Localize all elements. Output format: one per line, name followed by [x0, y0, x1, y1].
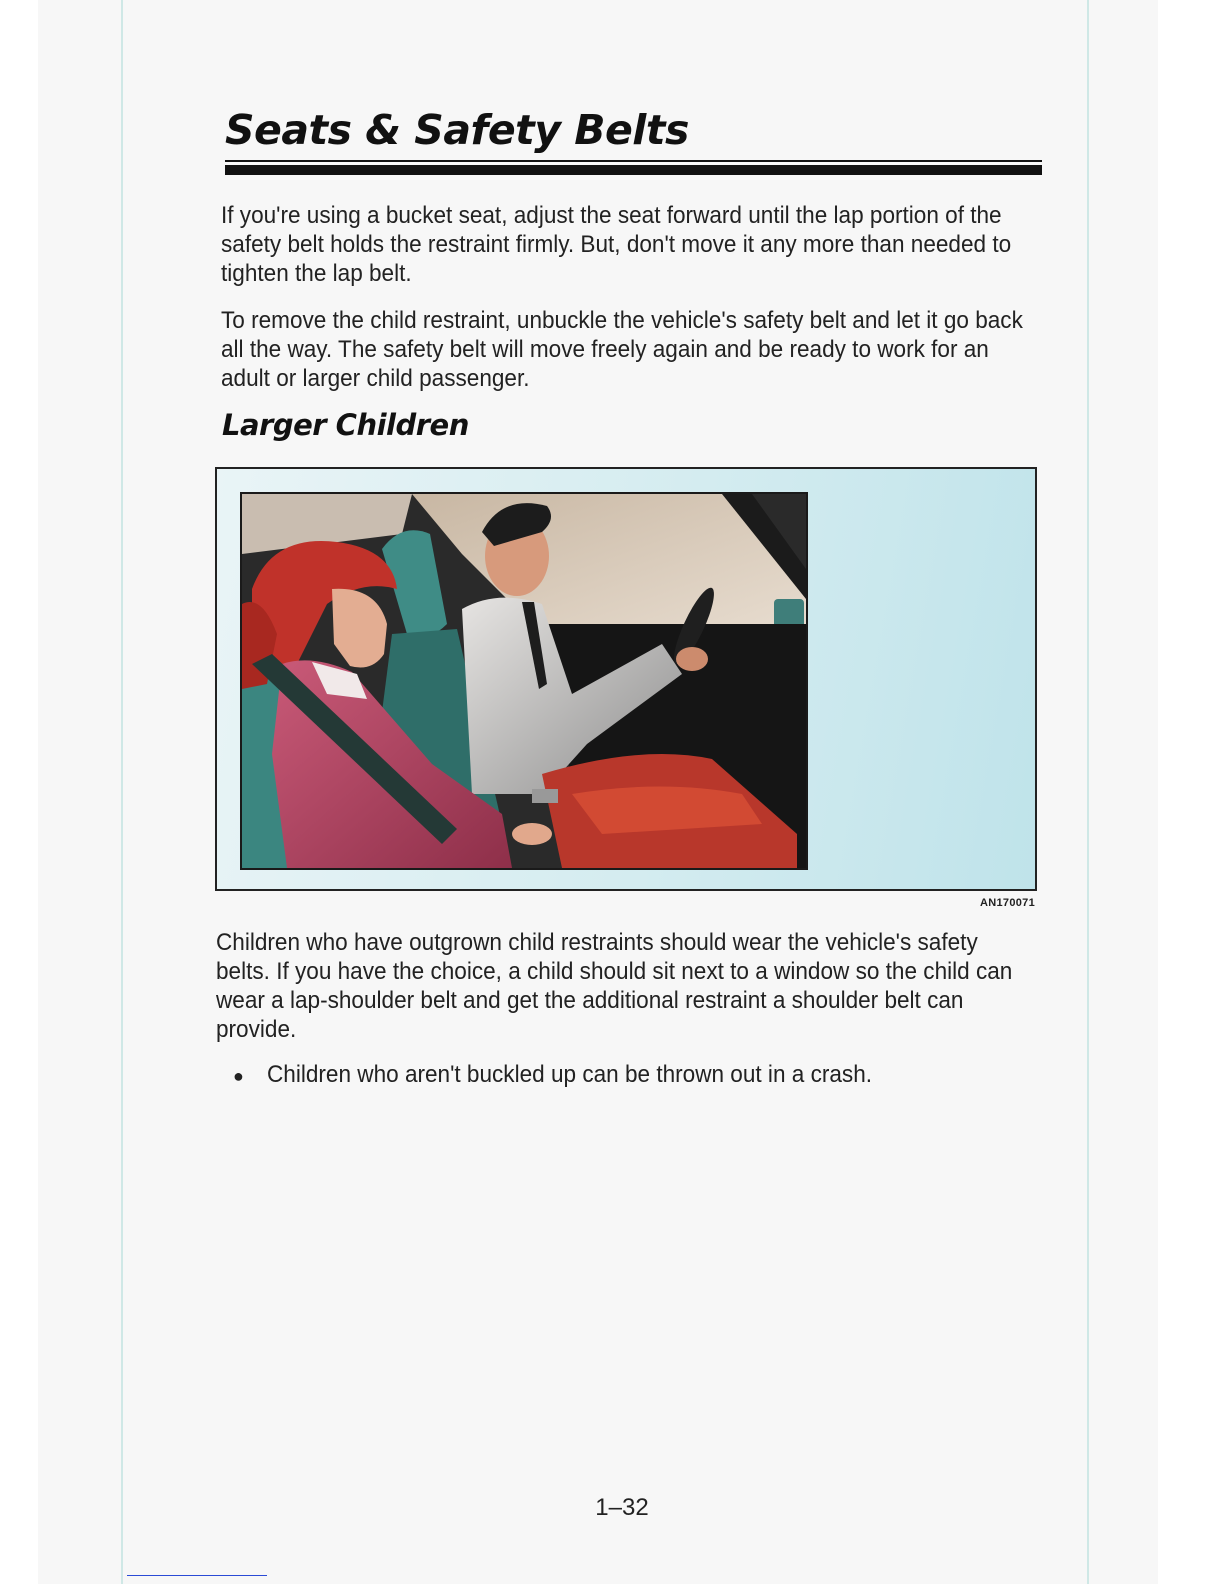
right-margin-rule	[1087, 0, 1089, 1584]
bullet-list	[233, 1060, 1053, 1091]
left-margin-rule	[121, 0, 123, 1584]
paragraph-bucket-seat: If you're using a bucket seat, adjust the seat forward until the lap portion of the safety belt holds the restraint firmly. But, don't move it any more than needed to tighten the lap belt.	[221, 202, 1012, 287]
section-title: Seats & Safety Belts	[225, 106, 689, 154]
illustration-car-interior	[240, 492, 808, 870]
bullet-text: Children who aren't buckled up can be thrown out in a crash.	[267, 1061, 873, 1088]
title-rule-thick	[225, 165, 1042, 175]
paragraph-outgrown-restraints: Children who have outgrown child restraints should wear the vehicle's safety belts. If you have the choice, a child should sit next to a window so the child can wear a lap-shoulder belt and get the additional restraint a shoulder belt can provide.	[216, 929, 1013, 1043]
list-item	[233, 1060, 1053, 1091]
subheading-larger-children: Larger Children	[222, 408, 469, 442]
figure-code: AN170071	[980, 897, 1035, 909]
bullet-dot-icon: ●	[233, 1066, 244, 1086]
bottom-link-underline	[127, 1575, 267, 1576]
paragraph-remove-restraint: To remove the child restraint, unbuckle the vehicle's safety belt and let it go back all the way. The safety belt will move freely again and be ready to work for an adult or larger child passenger.	[221, 307, 1023, 392]
page-number: 1–32	[595, 1494, 649, 1521]
title-rule-thin	[225, 160, 1042, 162]
illustration-frame	[215, 467, 1037, 891]
